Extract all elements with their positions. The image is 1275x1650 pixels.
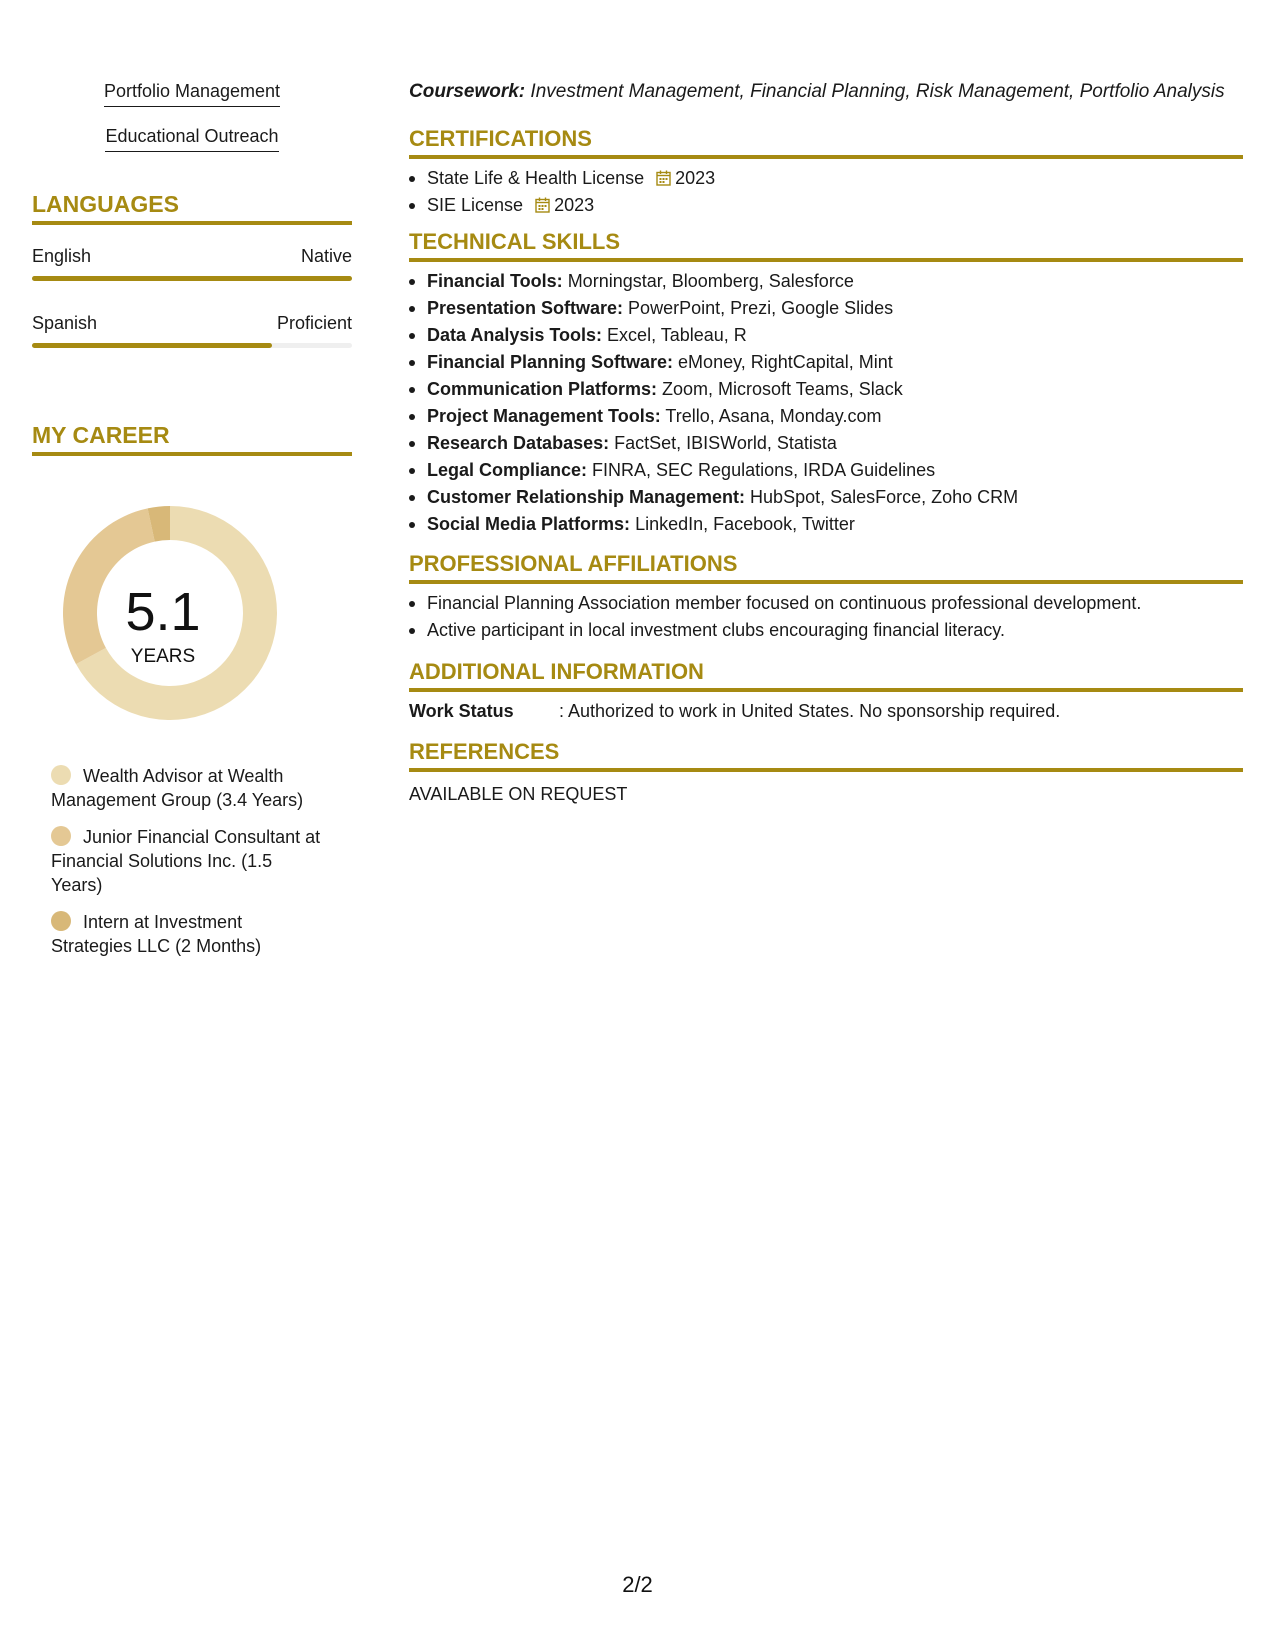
- calendar-icon: [656, 170, 671, 186]
- career-legend: [32, 764, 322, 958]
- affiliations-heading: PROFESSIONAL AFFILIATIONS: [409, 550, 1243, 584]
- references-text: AVAILABLE ON REQUEST: [409, 784, 628, 804]
- career-legend-item: Junior Financial Consultant at Financial Solutions Inc. (1.5 Years): [51, 827, 321, 895]
- total-years-label: YEARS: [130, 646, 196, 667]
- language-entry: [32, 312, 352, 348]
- skill-item: Financial Tools: Morningstar, Bloomberg, Salesforce: [409, 268, 1243, 295]
- skill-item: Data Analysis Tools: Excel, Tableau, R: [409, 322, 1243, 349]
- language-level: Proficient: [276, 313, 352, 333]
- legend-dot-icon: [51, 765, 71, 785]
- language-level: Native: [300, 246, 352, 266]
- skill-item: Financial Planning Software: eMoney, RightCapital, Mint: [409, 349, 1243, 376]
- skill-item: Legal Compliance: FINRA, SEC Regulations, IRDA Guidelines: [409, 457, 1243, 484]
- certification-item: SIE License 2023: [409, 192, 1243, 219]
- legend-dot-icon: [51, 826, 71, 846]
- legend-dot-icon: [51, 911, 71, 931]
- language-name: Spanish: [32, 313, 98, 333]
- language-name: English: [32, 246, 92, 266]
- technical-skills-list: [409, 268, 1243, 538]
- skill-item: Project Management Tools: Trello, Asana, Monday.com: [409, 403, 1243, 430]
- calendar-icon: [535, 197, 550, 213]
- left-column: [32, 80, 352, 971]
- work-status-value: : Authorized to work in United States. No sponsorship required.: [559, 701, 1061, 721]
- career-legend-item: Wealth Advisor at Wealth Management Group (3.4 Years): [51, 766, 304, 810]
- language-proficiency-bar: [32, 343, 352, 348]
- total-years-value: 5.1: [125, 582, 201, 642]
- certifications-list: [409, 165, 1243, 219]
- languages-heading: LANGUAGES: [32, 190, 352, 225]
- interest-item: Portfolio Management: [32, 80, 352, 125]
- technical-skills-heading: TECHNICAL SKILLS: [409, 228, 1243, 262]
- skill-item: Social Media Platforms: LinkedIn, Facebook, Twitter: [409, 511, 1243, 538]
- career-donut-chart: [32, 496, 352, 736]
- skill-item: Presentation Software: PowerPoint, Prezi, Google Slides: [409, 295, 1243, 322]
- language-entry: [32, 245, 352, 281]
- interest-item: Educational Outreach: [32, 125, 352, 170]
- references-heading: REFERENCES: [409, 738, 1243, 772]
- skill-item: Customer Relationship Management: HubSpot, SalesForce, Zoho CRM: [409, 484, 1243, 511]
- career-heading: MY CAREER: [32, 421, 352, 456]
- certifications-heading: CERTIFICATIONS: [409, 125, 1243, 159]
- page-number: 2/2: [622, 1572, 653, 1597]
- affiliation-item: Financial Planning Association member focused on continuous professional development.: [409, 590, 1243, 617]
- additional-info-heading: ADDITIONAL INFORMATION: [409, 658, 1243, 692]
- coursework: Coursework: Investment Management, Financial Planning, Risk Management, Portfolio Analysis: [409, 81, 1225, 102]
- career-legend-item: Intern at Investment Strategies LLC (2 Months): [51, 912, 262, 956]
- work-status-label: Work Status: [409, 701, 514, 721]
- affiliations-list: [409, 590, 1243, 644]
- skill-item: Communication Platforms: Zoom, Microsoft Teams, Slack: [409, 376, 1243, 403]
- right-column: [409, 80, 1243, 806]
- language-proficiency-bar: [32, 276, 352, 281]
- work-status-row: [409, 699, 1243, 723]
- skill-item: Research Databases: FactSet, IBISWorld, Statista: [409, 430, 1243, 457]
- certification-item: State Life & Health License 2023: [409, 165, 1243, 192]
- affiliation-item: Active participant in local investment clubs encouraging financial literacy.: [409, 617, 1243, 644]
